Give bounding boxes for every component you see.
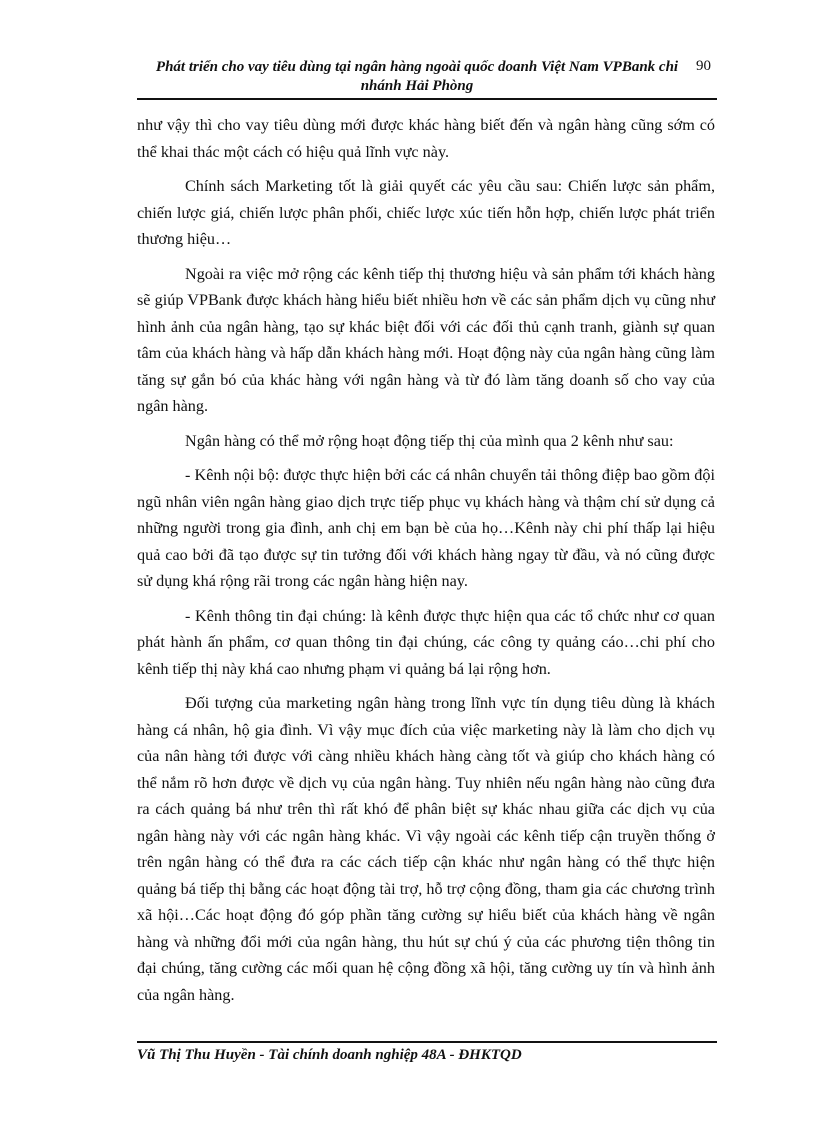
page-footer: Vũ Thị Thu Huyền - Tài chính doanh nghiệp 48A - ĐHKTQD	[137, 1047, 522, 1063]
paragraph: Chính sách Marketing tốt là giải quyết các yêu cầu sau: Chiến lược sản phẩm, chiến lược giá, chiến lược phân phối, chiếc lược xúc tiến hỗn hợp, chiến lược phát triển thương hiệu…	[137, 177, 715, 248]
paragraph: Đối tượng của marketing ngân hàng trong lĩnh vực tín dụng tiêu dùng là khách hàng cá nhân, hộ gia đình. Vì vậy mục đích của việc marketing này là làm cho dịch vụ của nân hàng tới được với càng nhiều khách hàng càng tốt và giúp cho khách hàng có thể nắm rõ hơn được về dịch vụ của ngân hàng. Tuy nhiên nếu ngân hàng nào cũng đưa ra cách quảng bá như trên thì rất khó để phân biệt sự khác nhau giữa các dịch vụ của ngân hàng này với các ngân hàng khác. Vì vậy ngoài các kênh tiếp cận truyền thống ở trên ngân hàng có thể đưa ra các cách tiếp cận khác như ngân hàng có thể thực hiện quảng bá tiếp thị bằng các hoạt động tài trợ, hỗ trợ cộng đồng, tham gia các chương trình xã hội…Các hoạt động đó góp phần tăng cường sự hiểu biết của khách hàng về ngân hàng và những đổi mới của ngân hàng, thu hút sự chú ý của các phương tiện thông tin đại chúng, tăng cường các mối quan hệ cộng đồng xã hội, tăng cường uy tín và hình ảnh của ngân hàng.	[137, 694, 715, 1004]
page-number: 90	[696, 58, 711, 74]
bullet-paragraph: - Kênh thông tin đại chúng: là kênh được thực hiện qua các tổ chức như cơ quan phát hành ấn phẩm, cơ quan thông tin đại chúng, các công ty quảng cáo…chi phí cho kênh tiếp thị này khá cao nhưng phạm vi quảng bá lại rộng hơn.	[137, 606, 715, 678]
page-header	[137, 58, 717, 96]
paragraph: Ngân hàng có thể mở rộng hoạt động tiếp thị của mình qua 2 kênh như sau:	[185, 431, 674, 450]
body-text	[137, 112, 715, 1016]
footer-divider	[137, 1041, 717, 1043]
bullet-paragraph: - Kênh nội bộ: được thực hiện bởi các cá nhân chuyển tải thông điệp bao gồm đội ngũ nhân viên ngân hàng giao dịch trực tiếp phục vụ khách hàng và thậm chí sử dụng cả những người trong gia đình, anh chị em bạn bè của họ…Kênh này chi phí thấp lại hiệu quả cao bởi đã tạo được sự tin tưởng đối với khách hàng ngay từ đầu, và nó cũng được sử dụng khá rộng rãi trong các ngân hàng hiện nay.	[137, 466, 715, 590]
header-divider	[137, 98, 717, 100]
paragraph: như vậy thì cho vay tiêu dùng mới được khác hàng biết đến và ngân hàng cũng sớm có thể khai thác một cách có hiệu quả lĩnh vực này.	[137, 116, 715, 161]
document-title: Phát triển cho vay tiêu dùng tại ngân hàng ngoài quốc doanh Việt Nam VPBank chi nhánh Hải Phòng	[155, 59, 679, 94]
paragraph: Ngoài ra việc mở rộng các kênh tiếp thị thương hiệu và sản phẩm tới khách hàng sẽ giúp VPBank được khách hàng hiểu biết nhiều hơn về các sản phẩm dịch vụ cũng như hình ảnh của ngân hàng, tạo sự khác biệt đối với các đối thủ cạnh tranh, giành sự quan tâm của khách hàng và hấp dẫn khách hàng mới. Hoạt động này của ngân hàng cũng làm tăng sự gắn bó của khác hàng với ngân hàng và từ đó làm tăng doanh số cho vay của ngân hàng.	[137, 264, 715, 415]
